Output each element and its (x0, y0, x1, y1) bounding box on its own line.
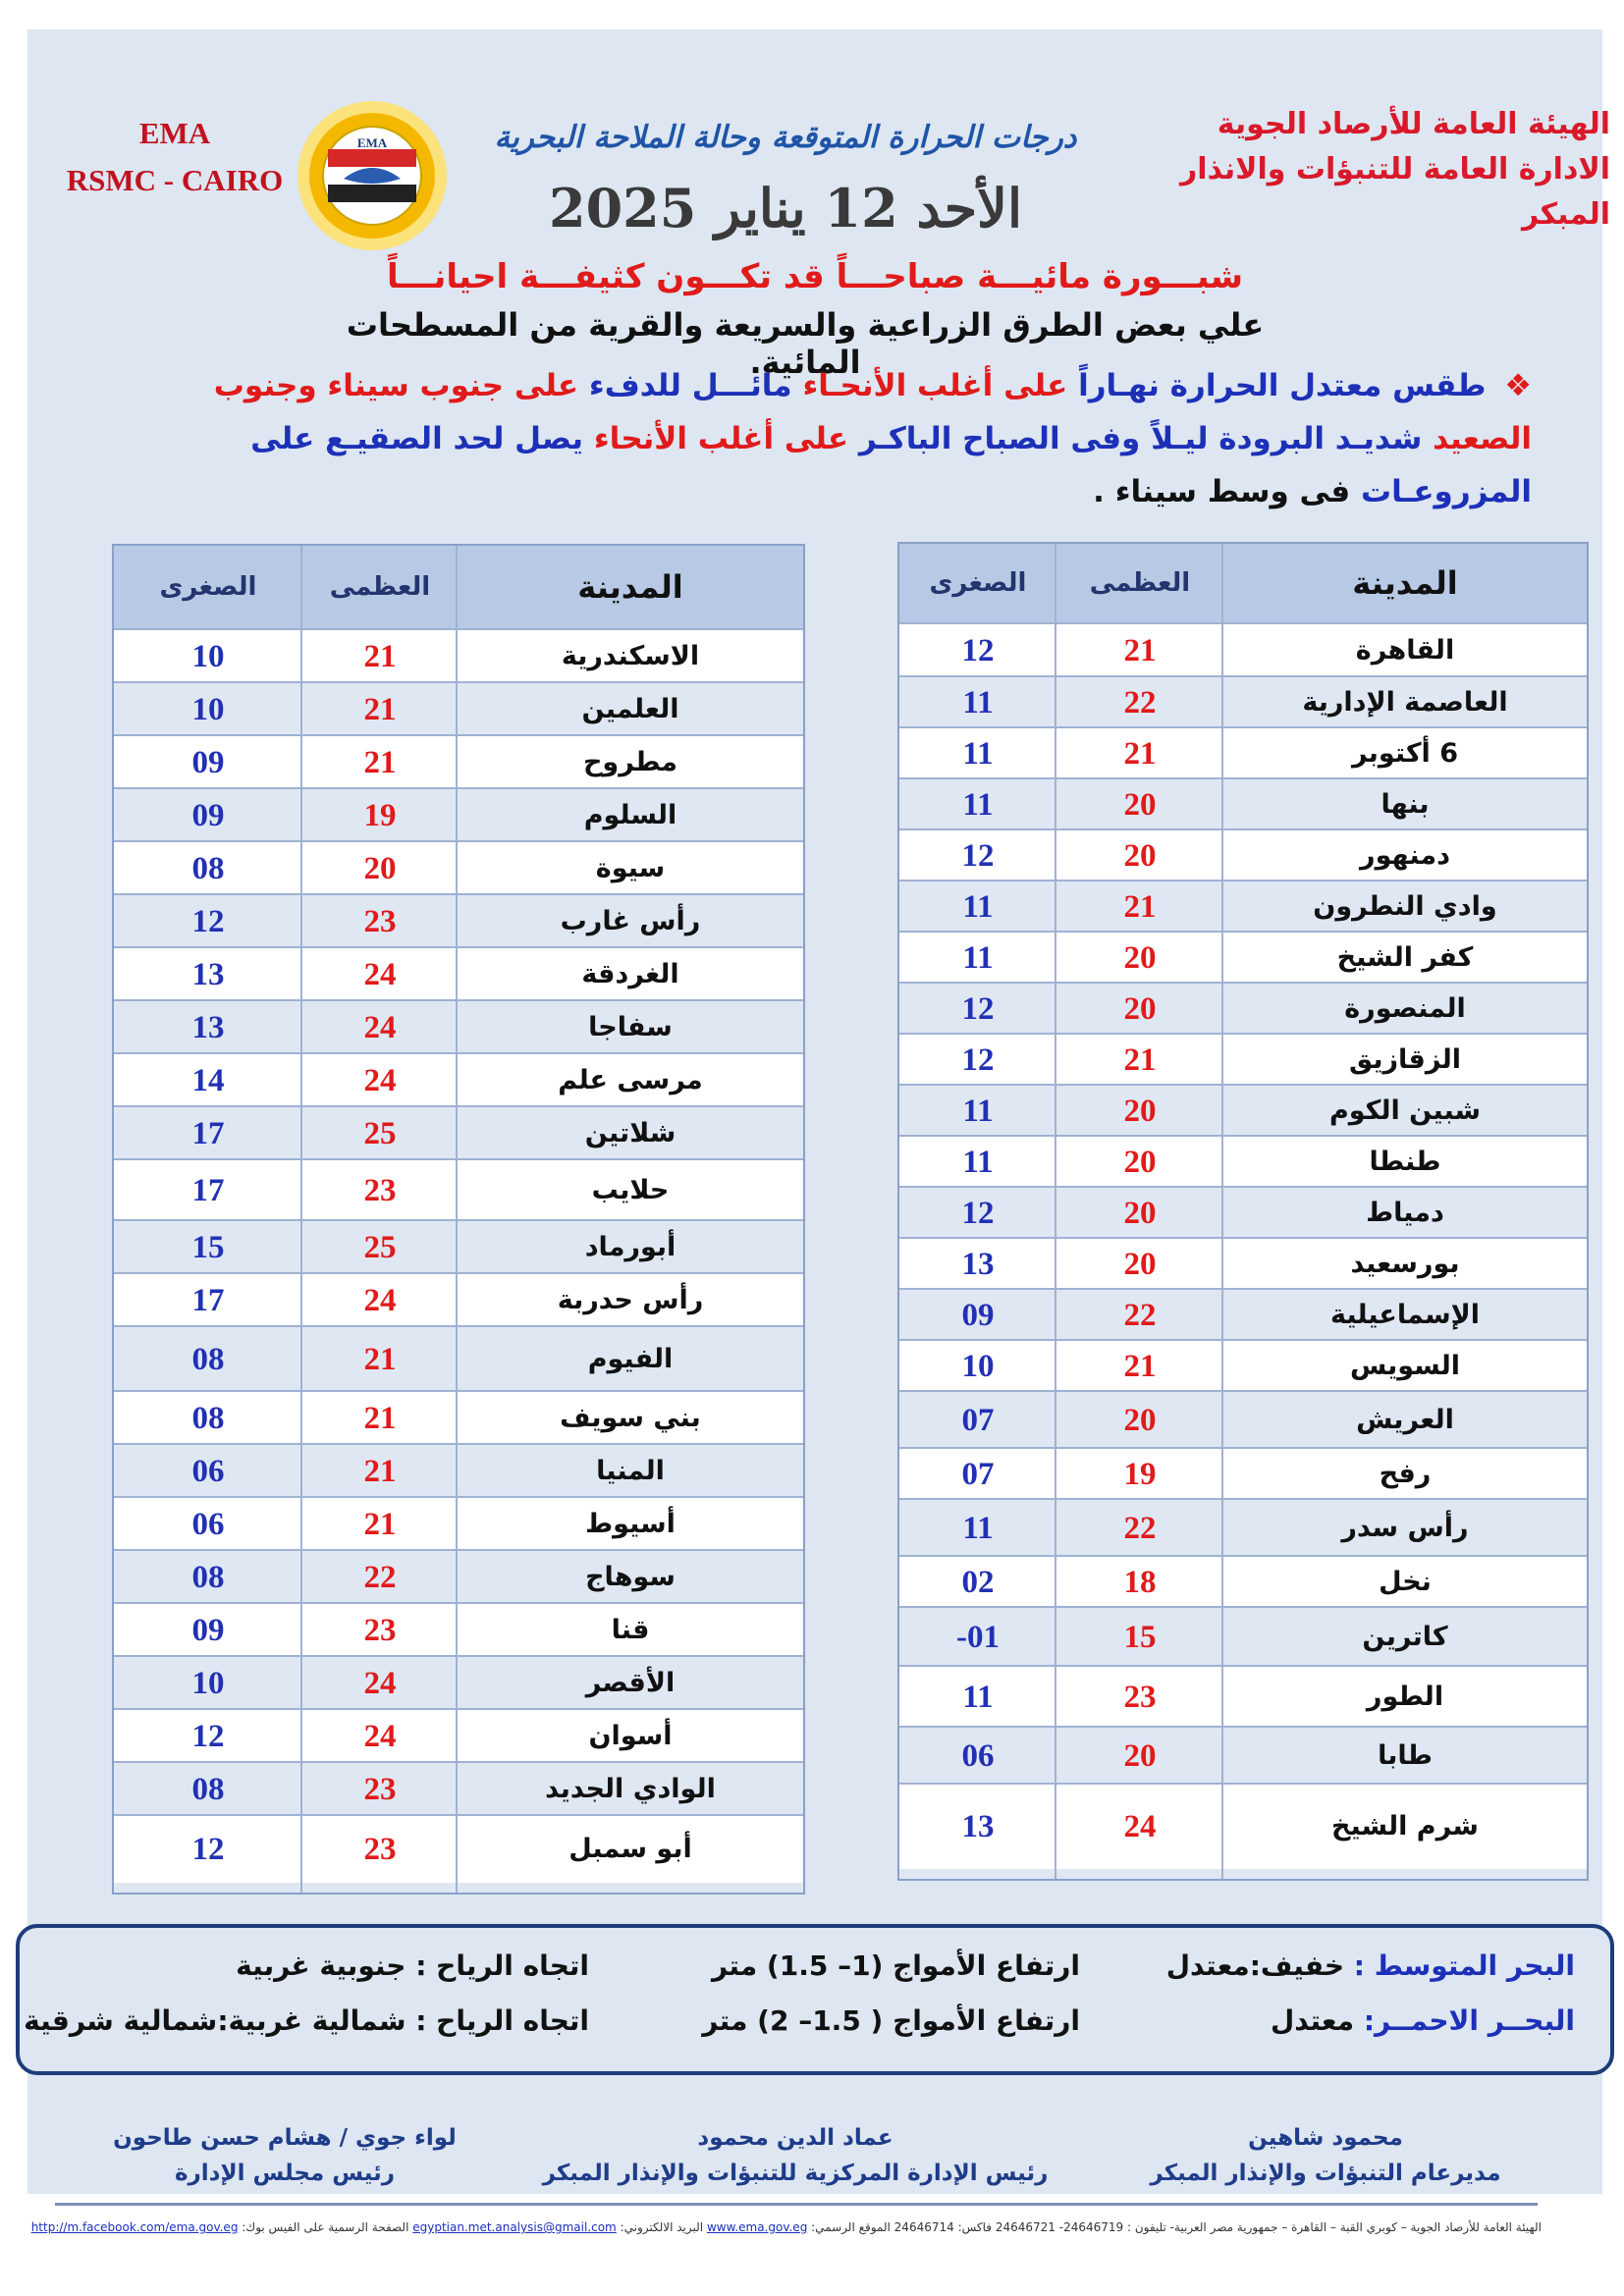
cell-min: 10 (191, 1666, 225, 1701)
cell-max: 25 (363, 1116, 397, 1151)
cell-min: 06 (961, 1738, 995, 1774)
cell-city: دمياط (1366, 1198, 1444, 1228)
table-row (899, 1390, 1587, 1449)
table-row (114, 1272, 803, 1327)
cell-max: 24 (1123, 1809, 1157, 1844)
cell-max: 21 (363, 1401, 397, 1436)
column-divider (1055, 544, 1056, 1879)
cell-min: 09 (191, 745, 225, 780)
table-row (899, 1555, 1587, 1608)
cell-city: قنا (611, 1615, 650, 1645)
table-row (899, 1237, 1587, 1290)
table-row (899, 1186, 1587, 1239)
cell-min: 08 (191, 1401, 225, 1436)
logo-text: EMA (356, 135, 388, 150)
ema-logo (295, 98, 450, 253)
cell-max: 24 (363, 1719, 397, 1754)
cell-city: الفيوم (587, 1344, 674, 1374)
table-row (899, 880, 1587, 933)
cell-min: 12 (191, 1832, 225, 1867)
cell-max: 21 (363, 1342, 397, 1377)
cell-city: الإسماعيلية (1329, 1300, 1481, 1330)
cell-city: رأس حدربة (557, 1285, 704, 1315)
column-header-min: الصغرى (929, 568, 1027, 598)
table-row (899, 931, 1587, 984)
column-header-min: الصغرى (159, 572, 257, 602)
cell-city: شرم الشيخ (1331, 1811, 1479, 1842)
temperature-table-left (112, 544, 805, 1895)
footer-contact (30, 2220, 1542, 2234)
org-department: الادارة العامة للتنبؤات والانذار المبكر (1179, 152, 1610, 232)
cell-city: الأقصر (585, 1668, 676, 1698)
med-sea-wind: اتجاه الرياح : جنوبية غربية (236, 1949, 589, 1982)
cell-city: العلمين (581, 694, 679, 724)
table-row (114, 1761, 803, 1816)
sea-status-box (16, 1924, 1614, 2075)
cell-max: 23 (1123, 1680, 1157, 1715)
cell-min: 12 (961, 838, 995, 874)
facebook-link[interactable]: http://m.facebook.com/ema.gov.eg (30, 2220, 239, 2234)
column-header-max: العظمى (329, 572, 431, 602)
table-row (114, 1655, 803, 1710)
cell-city: بورسعيد (1350, 1249, 1460, 1279)
cell-city: الطور (1366, 1682, 1444, 1712)
cell-max: 20 (1123, 1094, 1157, 1129)
cell-city: نخل (1379, 1567, 1432, 1597)
cell-min: 12 (961, 1042, 995, 1078)
signatory-title: مديرعام التنبؤات والإنذار المبكر (1150, 2161, 1501, 2186)
signature-block (530, 2120, 1060, 2191)
cell-min: 17 (191, 1173, 225, 1208)
fog-warning: شبـــورة مائيـــة صباحـــاً قد تكـــون كثيفـــة احيانـــاً (386, 257, 1244, 296)
cell-min: 17 (191, 1283, 225, 1318)
table-row (899, 1033, 1587, 1086)
cell-max: 24 (363, 1666, 397, 1701)
cell-city: الغردقة (581, 959, 679, 989)
cell-min: 02 (961, 1565, 995, 1600)
column-divider (300, 546, 302, 1893)
table-row (114, 1496, 803, 1551)
weather-text: فى وسط سيناء . (1093, 474, 1351, 509)
table-row (899, 982, 1587, 1035)
page-title: درجات الحرارة المتوقعة وحالة الملاحة البحرية (494, 120, 1077, 155)
forecast-date: الأحد 12 يناير 2025 (549, 177, 1022, 240)
table-header (114, 546, 803, 628)
cell-max: 21 (363, 1507, 397, 1542)
cell-max: 21 (1123, 633, 1157, 668)
cell-max: 23 (363, 1832, 397, 1867)
table-row (899, 1665, 1587, 1728)
cell-max: 25 (363, 1230, 397, 1265)
cell-city: رأس سدر (1341, 1513, 1469, 1543)
table-row (114, 628, 803, 683)
cell-min: 11 (962, 1680, 994, 1715)
table-row (899, 1783, 1587, 1869)
cell-min: 15 (191, 1230, 225, 1265)
cell-city: وادي النطرون (1313, 891, 1497, 922)
cell-max: 19 (363, 798, 397, 833)
cell-max: 21 (1123, 889, 1157, 925)
website-link[interactable]: www.ema.gov.eg (706, 2220, 808, 2234)
med-sea-label: البحر المتوسط : (1353, 1949, 1575, 1982)
footer-divider (55, 2203, 1538, 2206)
cell-min: 11 (962, 1145, 994, 1180)
table-row (114, 946, 803, 1001)
table-row (114, 1158, 803, 1221)
cell-city: سوهاج (585, 1562, 676, 1592)
table-row (114, 1390, 803, 1445)
signatory-name: لواء جوي / هشام حسن طاحون (113, 2125, 457, 2151)
signature-block (79, 2120, 491, 2191)
table-row (114, 787, 803, 842)
cell-min: 12 (961, 1196, 995, 1231)
cell-max: 20 (1123, 787, 1157, 823)
cell-max: 21 (363, 1454, 397, 1489)
rsmc-header (47, 110, 302, 204)
cell-max: 20 (1123, 838, 1157, 874)
signatory-title: رئيس مجلس الإدارة (174, 2161, 396, 2186)
red-sea-line (1271, 2004, 1575, 2037)
table-row (114, 734, 803, 789)
cell-max: 21 (1123, 1349, 1157, 1384)
cell-max: 23 (363, 1173, 397, 1208)
cell-city: أبو سمبل (568, 1834, 692, 1864)
cell-max: 21 (363, 639, 397, 674)
cell-min: 11 (962, 1094, 994, 1129)
cell-city: الزقازيق (1348, 1044, 1462, 1075)
cell-min: 08 (191, 1560, 225, 1595)
facebook-label: الصفحة الرسمية على الفيس بوك: (242, 2220, 409, 2234)
fog-warning-details: علي بعض الطرق الزراعية والسريعة والقرية من المسطحات المائية. (346, 306, 1265, 381)
table-row (899, 1498, 1587, 1557)
cell-max: 24 (363, 1010, 397, 1045)
cell-min: 11 (962, 685, 994, 721)
cell-min: 08 (191, 851, 225, 886)
cell-city: السلوم (583, 800, 677, 830)
cell-min: 09 (191, 798, 225, 833)
cell-city: كاترين (1362, 1622, 1448, 1652)
cell-city: شبين الكوم (1328, 1095, 1482, 1126)
cell-min: 11 (962, 889, 994, 925)
cell-min: 11 (962, 1511, 994, 1546)
cell-min: 10 (961, 1349, 995, 1384)
cell-min: 08 (191, 1342, 225, 1377)
table-header (899, 544, 1587, 622)
cell-max: 22 (1123, 1298, 1157, 1333)
column-divider (456, 546, 458, 1893)
cell-max: 21 (1123, 736, 1157, 772)
cell-city: كفر الشيخ (1336, 942, 1474, 973)
cell-city: دمنهور (1360, 840, 1450, 871)
cell-min: 14 (191, 1063, 225, 1098)
cell-city: العاصمة الإدارية (1302, 687, 1508, 718)
red-sea-wind: اتجاه الرياح : شمالية غربية:شمالية شرقية (24, 2004, 589, 2037)
cell-city: السويس (1349, 1351, 1461, 1381)
red-sea-waves: ارتفاع الأمواج ( 1.5– 2) متر (702, 2004, 1080, 2037)
cell-city: 6 أكتوبر (1351, 738, 1459, 769)
signatory-name: عماد الدين محمود (697, 2125, 893, 2151)
red-sea-state: معتدل (1271, 2004, 1355, 2037)
cell-city: حلايب (591, 1175, 670, 1205)
cell-city: سيوة (595, 853, 666, 883)
cell-max: 19 (1123, 1457, 1157, 1492)
weather-text: مائـــل للدفء (588, 368, 792, 403)
cell-city: مرسى علم (558, 1065, 703, 1095)
cell-min: 06 (191, 1454, 225, 1489)
table-row (899, 726, 1587, 779)
table-row (114, 1602, 803, 1657)
cell-min: 12 (191, 1719, 225, 1754)
cell-min: 11 (962, 940, 994, 976)
email-link[interactable]: egyptian.met.analysis@gmail.com (412, 2220, 617, 2234)
cell-city: بنها (1380, 789, 1430, 820)
cell-max: 23 (363, 904, 397, 939)
table-row (899, 1135, 1587, 1188)
cell-min: 13 (961, 1247, 995, 1282)
cell-city: أبورماد (584, 1232, 677, 1262)
weather-summary (128, 359, 1532, 518)
diamond-bullet-icon: ❖ (1504, 368, 1532, 403)
cell-city: رأس غارب (560, 906, 701, 936)
table-row (114, 681, 803, 736)
cell-min: 11 (962, 787, 994, 823)
cell-city: الوادي الجديد (545, 1774, 716, 1804)
cell-min: -01 (956, 1620, 1000, 1655)
table-row (114, 999, 803, 1054)
cell-city: أسوان (588, 1721, 673, 1751)
table-row (899, 1726, 1587, 1785)
cell-max: 20 (1123, 1247, 1157, 1282)
cell-city: العريش (1356, 1405, 1454, 1435)
table-row (114, 1443, 803, 1498)
med-sea-waves: ارتفاع الأمواج (1– 1.5) متر (711, 1949, 1080, 1982)
cell-max: 20 (1123, 991, 1157, 1027)
cell-max: 23 (363, 1772, 397, 1807)
organization-header (1100, 102, 1610, 238)
cell-min: 10 (191, 692, 225, 727)
cell-max: 21 (363, 745, 397, 780)
cell-max: 18 (1123, 1565, 1157, 1600)
table-row (899, 1084, 1587, 1137)
cell-max: 22 (1123, 1511, 1157, 1546)
cell-max: 20 (363, 851, 397, 886)
cell-min: 12 (191, 904, 225, 939)
table-row (114, 1708, 803, 1763)
cell-max: 22 (363, 1560, 397, 1595)
ema-code: EMA (138, 116, 211, 150)
table-row (114, 1105, 803, 1160)
weather-text: على جنوب سيناء وجنوب الصعيد (213, 368, 1532, 456)
cell-min: 13 (191, 1010, 225, 1045)
cell-city: شلاتين (584, 1118, 677, 1148)
column-header-city: المدينة (577, 568, 683, 606)
cell-city: بني سويف (560, 1403, 701, 1433)
column-divider (1221, 544, 1223, 1879)
table-row (899, 828, 1587, 881)
cell-city: الاسكندرية (561, 641, 700, 671)
weather-text: طقس معتدل الحرارة نهـاراً (1078, 368, 1487, 403)
cell-max: 24 (363, 957, 397, 992)
red-sea-label: البحــر الاحمــر: (1363, 2004, 1575, 2037)
column-header-max: العظمى (1089, 568, 1191, 598)
cell-city: المنيا (596, 1456, 665, 1486)
cell-min: 07 (961, 1457, 995, 1492)
table-row (114, 840, 803, 895)
cell-min: 10 (191, 639, 225, 674)
table-row (899, 1288, 1587, 1341)
cell-city: أسيوط (585, 1509, 676, 1539)
cell-max: 20 (1123, 1196, 1157, 1231)
table-row (899, 1339, 1587, 1392)
cell-max: 21 (1123, 1042, 1157, 1078)
weather-text: على أغلب الأنحاء (593, 421, 849, 456)
cell-min: 07 (961, 1403, 995, 1438)
cell-max: 22 (1123, 685, 1157, 721)
cell-city: القاهرة (1355, 635, 1455, 666)
cell-max: 20 (1123, 1145, 1157, 1180)
med-sea-state: خفيف:معتدل (1165, 1949, 1345, 1982)
cell-min: 09 (961, 1298, 995, 1333)
cell-max: 20 (1123, 940, 1157, 976)
cell-city: رفح (1379, 1459, 1432, 1489)
med-sea-line (1166, 1949, 1575, 1982)
table-row (899, 1606, 1587, 1667)
cell-city: مطروح (582, 747, 678, 777)
cell-min: 17 (191, 1116, 225, 1151)
cell-min: 12 (961, 991, 995, 1027)
cell-min: 12 (961, 633, 995, 668)
cell-max: 21 (363, 692, 397, 727)
table-row (114, 1325, 803, 1392)
cell-max: 23 (363, 1613, 397, 1648)
cell-city: المنصورة (1344, 993, 1466, 1024)
column-header-city: المدينة (1352, 564, 1458, 602)
table-row (899, 675, 1587, 728)
cell-min: 08 (191, 1772, 225, 1807)
weather-text: يصل لحد الصقيـع على المزروعـات (250, 421, 1532, 509)
cell-city: طنطا (1369, 1147, 1441, 1177)
weather-text: على أغلب الأنحـاء (802, 368, 1068, 403)
signatory-title: رئيس الإدارة المركزية للتنبؤات والإنذار المبكر (542, 2161, 1049, 2186)
cell-min: 06 (191, 1507, 225, 1542)
temperature-table-right (897, 542, 1589, 1881)
weather-text: شديـد البرودة ليـلاً وفى الصباح الباكـر (858, 421, 1423, 456)
table-row (114, 1549, 803, 1604)
cell-max: 24 (363, 1063, 397, 1098)
org-name: الهيئة العامة للأرصاد الجوية (1217, 107, 1610, 141)
table-row (114, 1052, 803, 1107)
signatory-name: محمود شاهين (1248, 2125, 1403, 2151)
rsmc-code: RSMC - CAIRO (66, 163, 284, 197)
table-row (114, 893, 803, 948)
cell-city: سفاجا (588, 1012, 673, 1042)
cell-max: 20 (1123, 1403, 1157, 1438)
cell-min: 09 (191, 1613, 225, 1648)
signature-block (1119, 2120, 1532, 2191)
cell-min: 11 (962, 736, 994, 772)
cell-city: طابا (1378, 1740, 1433, 1771)
cell-min: 13 (961, 1809, 995, 1844)
table-row (899, 777, 1587, 830)
cell-max: 15 (1123, 1620, 1157, 1655)
table-row (899, 1447, 1587, 1500)
cell-max: 24 (363, 1283, 397, 1318)
footer-address: الهيئة العامة للأرصاد الجوية – كوبري القبة – القاهرة – جمهورية مصر العربية- تليفون : 24646719- 24646721 فاكس: 24646714 الموقع الرسمي: (811, 2220, 1542, 2234)
cell-max: 20 (1123, 1738, 1157, 1774)
table-row (899, 622, 1587, 677)
cell-min: 13 (191, 957, 225, 992)
table-row (114, 1219, 803, 1274)
email-label: البريد الالكتروني: (620, 2220, 704, 2234)
table-row (114, 1814, 803, 1883)
